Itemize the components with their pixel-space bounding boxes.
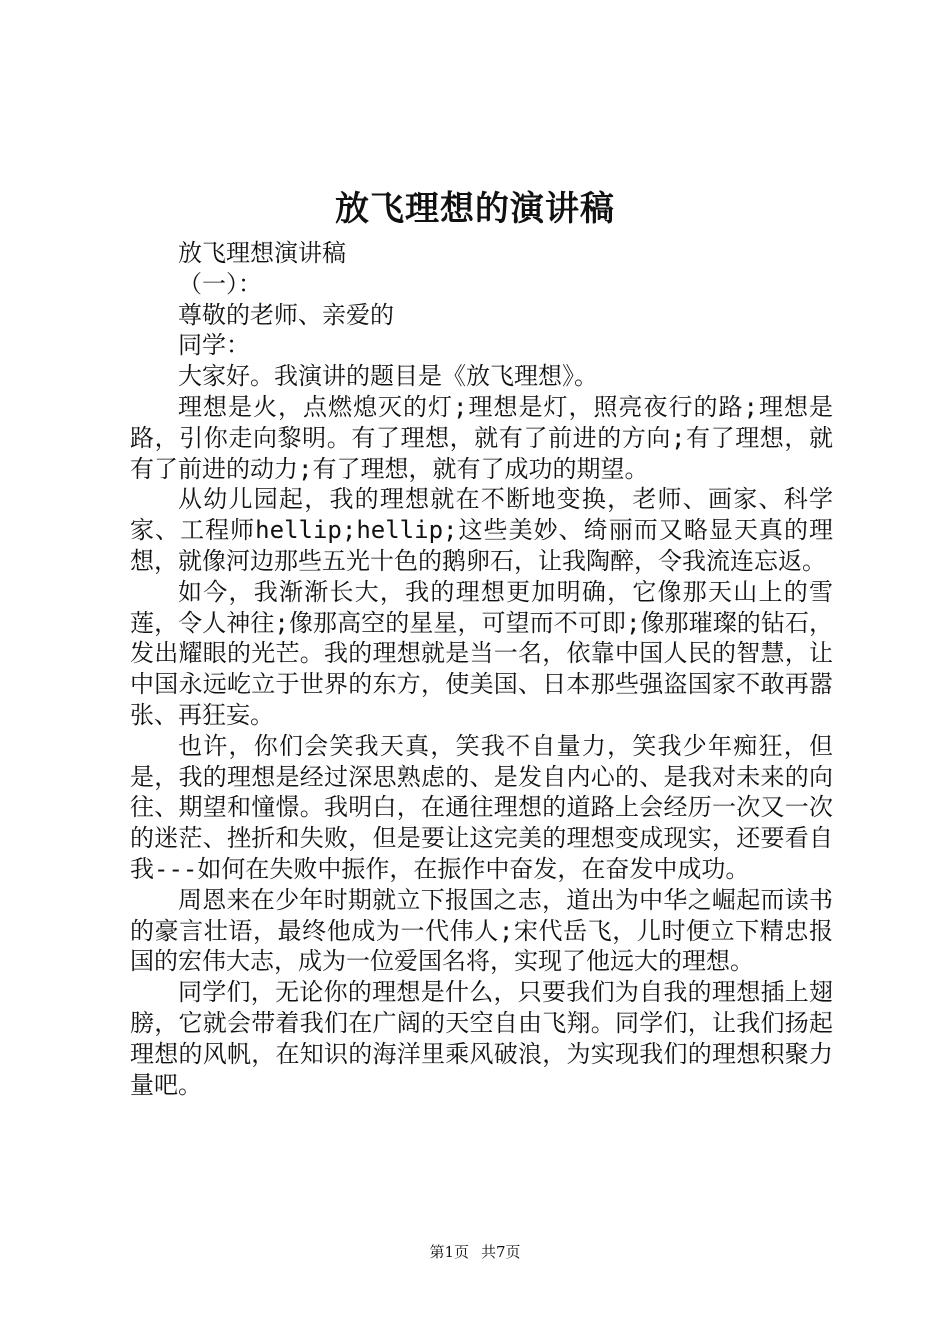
paragraph-salutation: 尊敬的老师、亲爱的 <box>178 300 394 329</box>
page-number: 第1页 <box>429 1243 469 1261</box>
paragraph-body: 同学们，无论你的理想是什么，只要我们为自我的理想插上翅膀，它就会带着我们在广阔的天空自由飞翔。同学们，让我们扬起理想的风帆，在知识的海洋里乘风破浪，为实现我们的理想积聚力量吧。 <box>130 978 833 1099</box>
paragraph-body: 周恩来在少年时期就立下报国之志，道出为中华之崛起而读书的豪言壮语，最终他成为一代伟人;宋代岳飞，儿时便立下精忠报国的宏伟大志，成为一位爱国名将，实现了他远大的理想。 <box>130 885 833 976</box>
paragraph-body: 理想是火，点燃熄灭的灯;理想是灯，照亮夜行的路;理想是路，引你走向黎明。有了理想，就有了前进的方向;有了理想，就有了前进的动力;有了理想，就有了成功的期望。 <box>130 392 833 483</box>
document-body <box>130 238 833 1100</box>
page-footer <box>0 1242 950 1262</box>
paragraph-body: 从幼儿园起，我的理想就在不断地变换，老师、画家、科学家、工程师hellip;hellip;这些美妙、绮丽而又略显天真的理想，就像河边那些五光十色的鹅卵石，让我陶醉，令我流连忘返。 <box>130 485 833 575</box>
paragraph-greeting: 大家好。我演讲的题目是《放飞理想》。 <box>178 362 598 391</box>
paragraph-salutation-cont: 同学： <box>178 331 250 360</box>
paragraph-body: 也许，你们会笑我天真，笑我不自量力，笑我少年痴狂，但是，我的理想是经过深思熟虑的、是发自内心的、是我对未来的向往、期望和憧憬。我明白，在通往理想的道路上会经历一次又一次的迷茫、挫折和失败，但是要让这完美的理想变成现实，还要看自我---如何在失败中振作，在振作中奋发，在奋发中成功。 <box>130 731 833 883</box>
page-title: 放飞理想的演讲稿 <box>335 189 615 229</box>
paragraph-body: 如今，我渐渐长大，我的理想更加明确，它像那天山上的雪莲，令人神往;像那高空的星星，可望而不可即;像那璀璨的钻石，发出耀眼的光芒。我的理想就是当一名，依靠中国人民的智慧，让中国永远屹立于世界的东方，使美国、日本那些强盗国家不敢再嚣张、再狂妄。 <box>130 577 833 729</box>
paragraph-section-marker: （一）： <box>178 269 262 298</box>
paragraph-subtitle: 放飞理想演讲稿 <box>178 239 346 267</box>
page-total: 共7页 <box>481 1243 521 1261</box>
